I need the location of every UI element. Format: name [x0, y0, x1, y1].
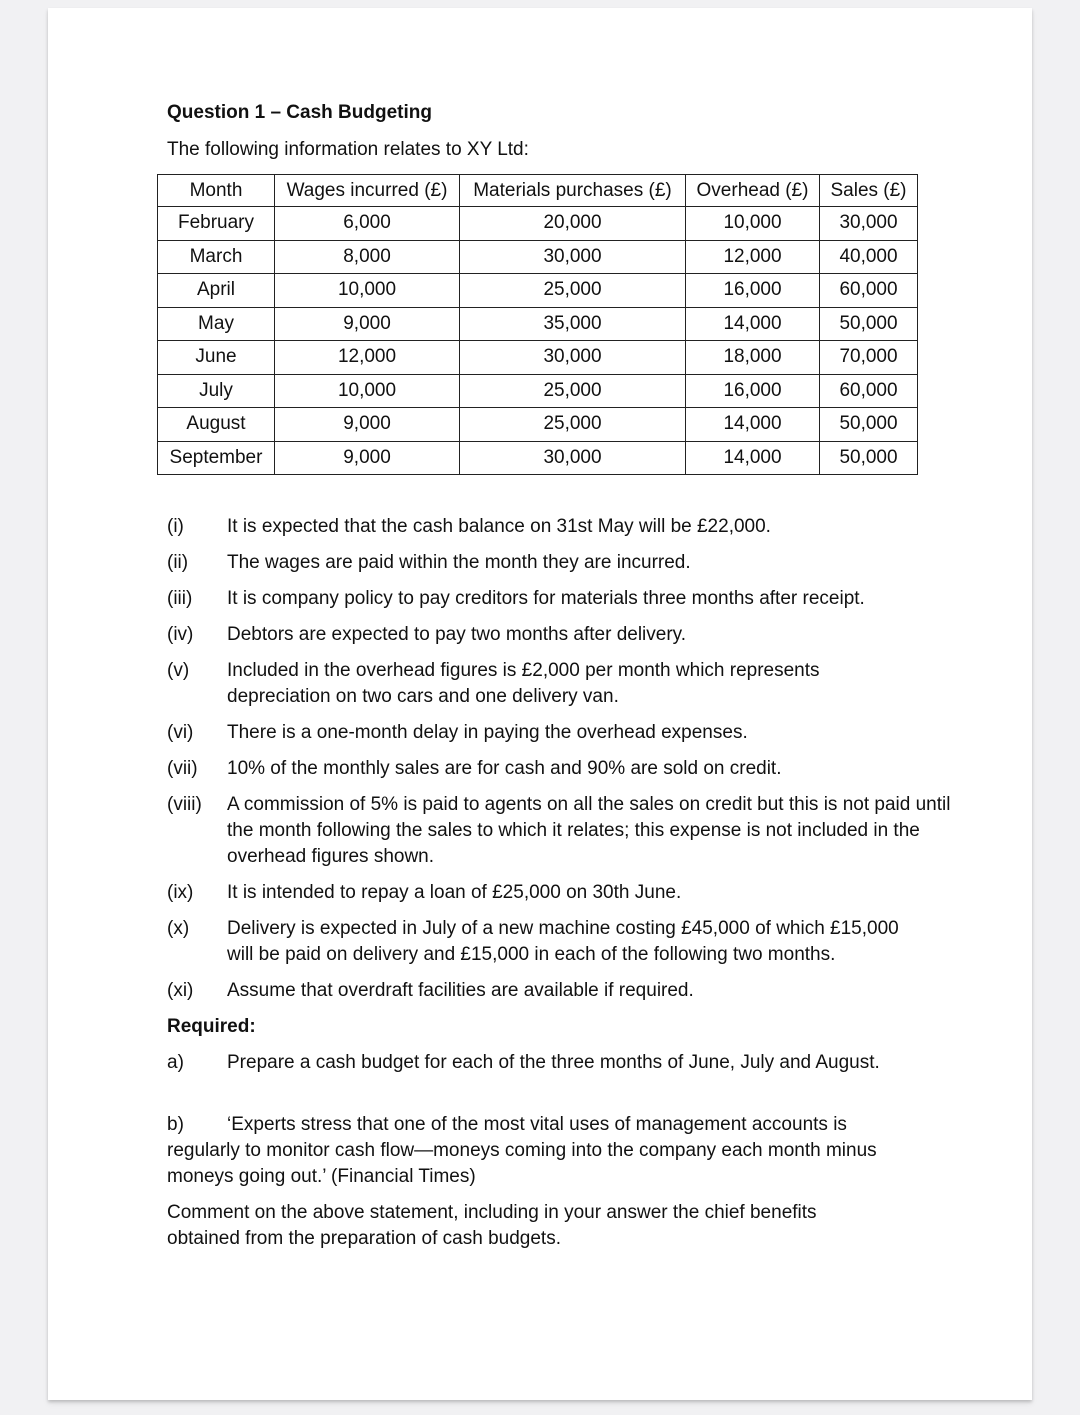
header-sales: Sales (£) [820, 175, 918, 207]
cell-wages: 10,000 [275, 374, 460, 408]
cell-overhead: 14,000 [686, 441, 820, 475]
note-number: (v) [167, 660, 190, 681]
table-row [158, 374, 918, 408]
part-b [167, 1112, 912, 1190]
cell-month: July [158, 374, 275, 408]
cell-sales: 40,000 [820, 240, 918, 274]
cell-sales: 70,000 [820, 341, 918, 375]
cell-materials: 25,000 [460, 408, 686, 442]
note-item [167, 916, 927, 968]
cell-overhead: 14,000 [686, 408, 820, 442]
cell-wages: 8,000 [275, 240, 460, 274]
cell-overhead: 14,000 [686, 307, 820, 341]
cell-sales: 60,000 [820, 274, 918, 308]
cell-wages: 9,000 [275, 408, 460, 442]
note-text: It is expected that the cash balance on 31st May will be £22,000. [227, 516, 771, 537]
assumption-notes [167, 514, 951, 1252]
cell-sales: 50,000 [820, 441, 918, 475]
note-text: It is intended to repay a loan of £25,000 on 30th June. [227, 882, 682, 903]
part-b-text: ‘Experts stress that one of the most vital uses of management accounts is regularly to monitor cash flow—moneys coming into the company each month minus moneys going out.’ (Financial Times) [167, 1114, 877, 1187]
cell-overhead: 10,000 [686, 207, 820, 241]
note-text: The wages are paid within the month they are incurred. [227, 552, 691, 573]
cell-materials: 30,000 [460, 341, 686, 375]
table-row [158, 240, 918, 274]
note-number: (x) [167, 918, 190, 939]
header-wages: Wages incurred (£) [275, 175, 460, 207]
note-item [167, 550, 927, 576]
cell-month: April [158, 274, 275, 308]
note-text: Included in the overhead figures is £2,000 per month which represents depreciation on two cars and one delivery van. [227, 660, 820, 707]
cell-overhead: 18,000 [686, 341, 820, 375]
table-header-row [158, 175, 918, 207]
question-title: Question 1 – Cash Budgeting [167, 102, 432, 123]
note-number: (ii) [167, 552, 189, 573]
note-text: A commission of 5% is paid to agents on all the sales on credit but this is not paid until the month following the sales to which it relates; this expense is not included in the overhead figures shown. [227, 794, 951, 867]
table-row [158, 441, 918, 475]
note-number: (xi) [167, 980, 194, 1001]
note-item [167, 586, 927, 612]
note-number: (vii) [167, 758, 198, 779]
note-item [167, 978, 927, 1004]
note-item [167, 880, 927, 906]
cell-month: March [158, 240, 275, 274]
document-page [48, 8, 1032, 1400]
table-row [158, 341, 918, 375]
cell-overhead: 16,000 [686, 374, 820, 408]
note-text: Debtors are expected to pay two months after delivery. [227, 624, 687, 645]
table-row [158, 307, 918, 341]
cell-materials: 30,000 [460, 441, 686, 475]
note-text: Assume that overdraft facilities are available if required. [227, 980, 694, 1001]
note-number: (iv) [167, 624, 194, 645]
table-row [158, 274, 918, 308]
part-a-text: Prepare a cash budget for each of the three months of June, July and August. [227, 1052, 880, 1073]
note-text: It is company policy to pay creditors for materials three months after receipt. [227, 588, 865, 609]
cell-month: September [158, 441, 275, 475]
note-item [167, 622, 927, 648]
cell-month: February [158, 207, 275, 241]
cell-wages: 10,000 [275, 274, 460, 308]
cell-overhead: 16,000 [686, 274, 820, 308]
note-text: There is a one-month delay in paying the overhead expenses. [227, 722, 748, 743]
note-item [167, 720, 927, 746]
cell-sales: 50,000 [820, 307, 918, 341]
cell-sales: 50,000 [820, 408, 918, 442]
table-row [158, 207, 918, 241]
note-number: (i) [167, 516, 184, 537]
note-number: (vi) [167, 722, 194, 743]
required-heading: Required: [167, 1016, 256, 1037]
note-item [167, 514, 927, 540]
cell-wages: 9,000 [275, 307, 460, 341]
note-item [167, 756, 927, 782]
cell-materials: 20,000 [460, 207, 686, 241]
note-text: Delivery is expected in July of a new machine costing £45,000 of which £15,000 will be paid on delivery and £15,000 in each of the following two months. [227, 918, 899, 965]
note-item [167, 658, 867, 710]
note-text: 10% of the monthly sales are for cash and 90% are sold on credit. [227, 758, 782, 779]
cell-overhead: 12,000 [686, 240, 820, 274]
intro-text: The following information relates to XY Ltd: [167, 139, 529, 160]
note-number: (ix) [167, 882, 194, 903]
comment-instruction: Comment on the above statement, including in your answer the chief benefits obtained from the preparation of cash budgets. [167, 1202, 817, 1249]
cell-wages: 6,000 [275, 207, 460, 241]
part-b-label: b) [167, 1114, 184, 1135]
header-overhead: Overhead (£) [686, 175, 820, 207]
cell-materials: 30,000 [460, 240, 686, 274]
cell-wages: 12,000 [275, 341, 460, 375]
cell-month: August [158, 408, 275, 442]
cell-month: June [158, 341, 275, 375]
cell-month: May [158, 307, 275, 341]
cell-materials: 25,000 [460, 374, 686, 408]
header-month: Month [158, 175, 275, 207]
budget-data-table [157, 174, 918, 475]
cell-materials: 35,000 [460, 307, 686, 341]
cell-sales: 60,000 [820, 374, 918, 408]
cell-wages: 9,000 [275, 441, 460, 475]
cell-materials: 25,000 [460, 274, 686, 308]
note-item [167, 792, 967, 870]
part-a-label: a) [167, 1052, 184, 1073]
header-materials: Materials purchases (£) [460, 175, 686, 207]
note-number: (viii) [167, 794, 202, 815]
note-number: (iii) [167, 588, 193, 609]
cell-sales: 30,000 [820, 207, 918, 241]
part-a [167, 1050, 927, 1076]
table-row [158, 408, 918, 442]
